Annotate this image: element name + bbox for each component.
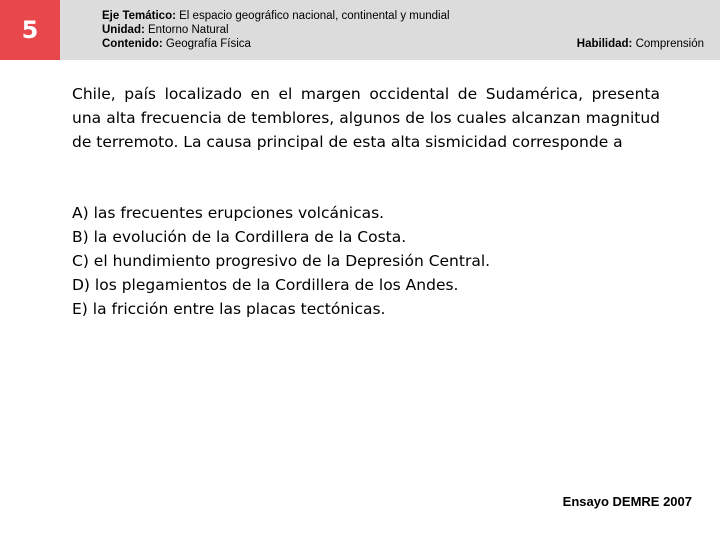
source-citation: Ensayo DEMRE 2007 <box>562 494 692 509</box>
question-number-badge <box>0 0 60 60</box>
option-c: C) el hundimiento progresivo de la Depresión Central. <box>72 252 491 270</box>
contenido-label: Contenido: <box>102 38 163 50</box>
option-e: E) la fricción entre las placas tectónicas. <box>72 300 386 318</box>
unidad <box>102 23 229 38</box>
eje-tematico <box>102 9 450 24</box>
option-a: A) las frecuentes erupciones volcánicas. <box>72 204 385 222</box>
eje-value: El espacio geográfico nacional, continental y mundial <box>179 10 450 22</box>
header-bar <box>60 0 720 60</box>
contenido <box>102 37 251 52</box>
unidad-value: Entorno Natural <box>148 24 229 36</box>
unidad-label: Unidad: <box>102 24 145 36</box>
habilidad-value: Comprensión <box>635 38 704 50</box>
habilidad <box>577 37 704 52</box>
question-number: 5 <box>21 16 39 44</box>
answer-options <box>72 201 490 321</box>
habilidad-label: Habilidad: <box>576 38 633 50</box>
contenido-value: Geografía Física <box>165 38 251 50</box>
option-d: D) los plegamientos de la Cordillera de los Andes. <box>72 276 459 294</box>
option-b: B) la evolución de la Cordillera de la Costa. <box>72 228 407 246</box>
eje-label: Eje Temático: <box>102 10 176 22</box>
question-text: Chile, país localizado en el margen occidental de Sudamérica, presenta una alta frecuencia de temblores, algunos de los cuales alcanzan magnitud de terremoto. La causa principal de esta alta sismicidad corresponde a <box>72 85 660 151</box>
